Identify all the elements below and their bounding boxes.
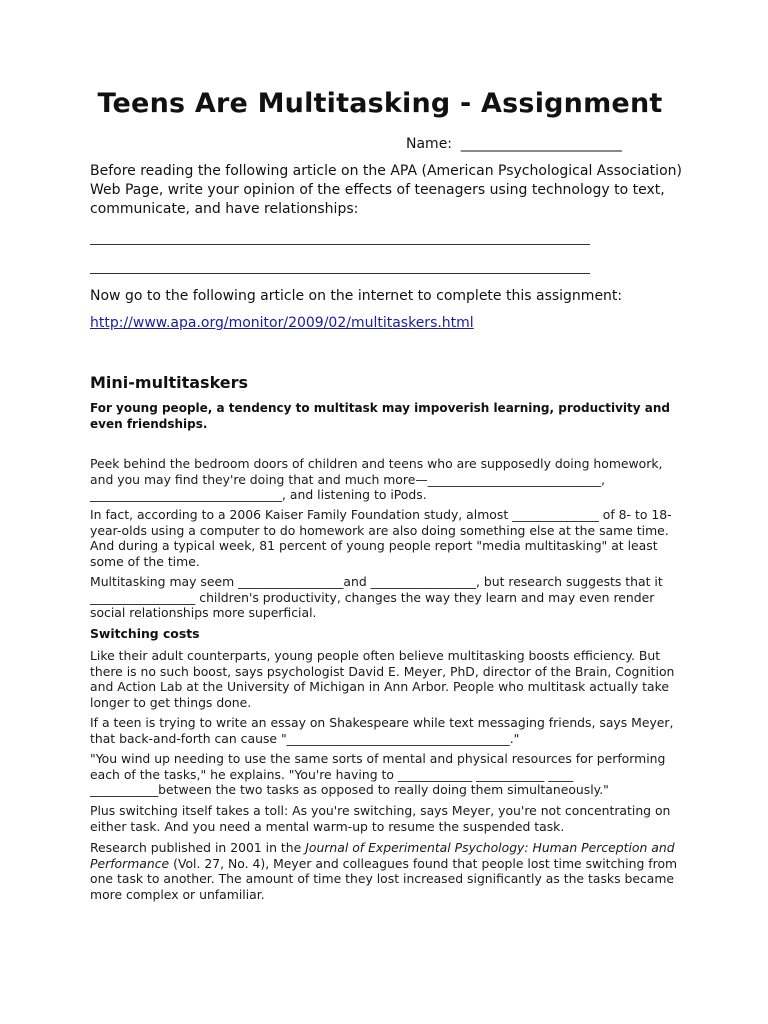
journal-title: Journal of Experimental Psychology: Human Perception and Performance — [90, 840, 675, 871]
paragraph-8-lead: Research published in 2001 in the — [90, 840, 306, 855]
section-heading: Mini-multitaskers — [90, 373, 249, 392]
paragraph-8 — [90, 840, 680, 902]
page-title: Teens Are Multitasking - Assignment — [97, 88, 663, 119]
name-field: Name: _______________________ — [406, 136, 622, 152]
paragraph-1: Peek behind the bedroom doors of children and teens who are supposedly doing homework, and you may find they're doing that and much more—____________________________, _______________________________, and listening to iPods. — [90, 456, 663, 503]
answer-line-1 — [90, 244, 590, 245]
paragraph-8-rest: (Vol. 27, No. 4), Meyer and colleagues found that people lost time switching from one task to another. The amount of time they lost increased significantly as the tasks became more complex or unfamiliar. — [90, 855, 678, 902]
switching-costs-heading: Switching costs — [90, 626, 200, 641]
article-subheading: For young people, a tendency to multitask may impoverish learning, productivity and even friendships. — [90, 401, 670, 431]
instruction-text: Now go to the following article on the internet to complete this assignment: — [90, 288, 623, 304]
answer-line-2 — [90, 273, 590, 274]
intro-paragraph: Before reading the following article on the APA (American Psychological Association) Web Page, write your opinion of the effects of teenagers using technology to text, communicate, and have relationships: — [90, 163, 682, 217]
paragraph-5: If a teen is trying to write an essay on Shakespeare while text messaging friends, says Meyer, that back-and-forth can cause "____________________________________." — [90, 715, 674, 746]
paragraph-3: Multitasking may seem _________________and _________________, but research suggests that it _________________ children's productivity, changes the way they learn and may even render social relationships more superficial. — [90, 574, 663, 621]
paragraph-6: "You wind up needing to use the same sorts of mental and physical resources for performing each of the tasks," he explains. "You're having to ____________ ___________ ____ ___________between the two tasks as opposed to really doing them simultaneously." — [90, 751, 666, 798]
article-link[interactable]: http://www.apa.org/monitor/2009/02/multitaskers.html — [90, 315, 474, 331]
paragraph-7: Plus switching itself takes a toll: As you're switching, says Meyer, you're not concentrating on either task. And you need a mental warm-up to resume the suspended task. — [90, 803, 671, 834]
paragraph-4: Like their adult counterparts, young people often believe multitasking boosts efficiency. But there is no such boost, says psychologist David E. Meyer, PhD, director of the Brain, Cognition and Action Lab at the University of Michigan in Ann Arbor. People who multitask actually take longer to get things done. — [90, 648, 675, 710]
paragraph-2: In fact, according to a 2006 Kaiser Family Foundation study, almost ______________ of 8- to 18-year-olds using a computer to do homework are also doing something else at the same time. And during a typical week, 81 percent of young people report "media multitasking" at least some of the time. — [90, 507, 672, 569]
